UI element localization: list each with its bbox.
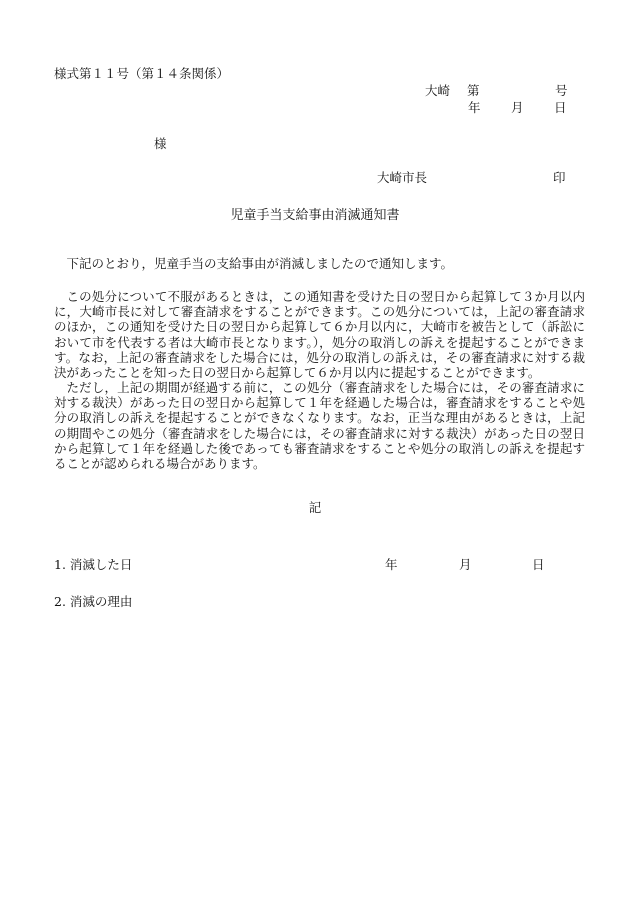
header-month-label: 月 bbox=[511, 100, 524, 115]
number-prefix: 第 bbox=[467, 83, 480, 98]
addressee-honorific: 様 bbox=[154, 136, 167, 151]
intro-paragraph: 下記のとおり，児童手当の支給事由が消滅しましたので通知します。 bbox=[66, 256, 454, 271]
number-suffix: 号 bbox=[555, 83, 568, 98]
seal-mark: 印 bbox=[553, 170, 566, 185]
extinction-date-label: 1. 消滅した日 bbox=[54, 557, 133, 572]
appeal-paragraph-1: この処分について不服があるときは，この通知書を受けた日の翌日から起算して３か月以内に，大崎市長に対して審査請求をすることができます。この処分については，上記の審査請求のほか，この通知を受けた日の翌日から起算して６か月以内に，大崎市を被告として（訴訟において市を代表する者は大崎市長となります。），処分の取消しの訴えを提起することができます。なお，上記の審査請求をした場合には，処分の取消しの訴えは，その審査請求に対する裁決があったことを知った日の翌日から起算して６か月以内に提起することができます。 bbox=[54, 289, 585, 381]
header-year-label: 年 bbox=[468, 100, 481, 115]
extinction-reason-label: 2. 消滅の理由 bbox=[54, 594, 133, 609]
issuing-office: 大崎 bbox=[425, 83, 451, 98]
appeal-paragraph-2: ただし，上記の期間が経過する前に，この処分（審査請求をした場合には，その審査請求に対する裁決）があった日の翌日から起算して１年を経過した場合は，審査請求をすることや処分の取消しの訴えを提起することができなくなります。なお，正当な理由があるときは，上記の期間やこの処分（審査請求をした場合には，その審査請求に対する裁決）があった日の翌日から起算して１年を経過した後であっても審査請求をすることや処分の取消しの訴えを提起することが認められる場合があります。 bbox=[54, 380, 585, 472]
record-heading: 記 bbox=[308, 500, 322, 515]
header-day-label: 日 bbox=[554, 100, 567, 115]
extinction-month-label: 月 bbox=[459, 557, 472, 572]
document-title: 児童手当支給事由消滅通知書 bbox=[230, 208, 400, 223]
extinction-day-label: 日 bbox=[532, 557, 545, 572]
form-number: 様式第１１号（第１４条関係） bbox=[54, 66, 230, 81]
sender-name: 大崎市長 bbox=[377, 170, 428, 185]
extinction-year-label: 年 bbox=[385, 557, 398, 572]
